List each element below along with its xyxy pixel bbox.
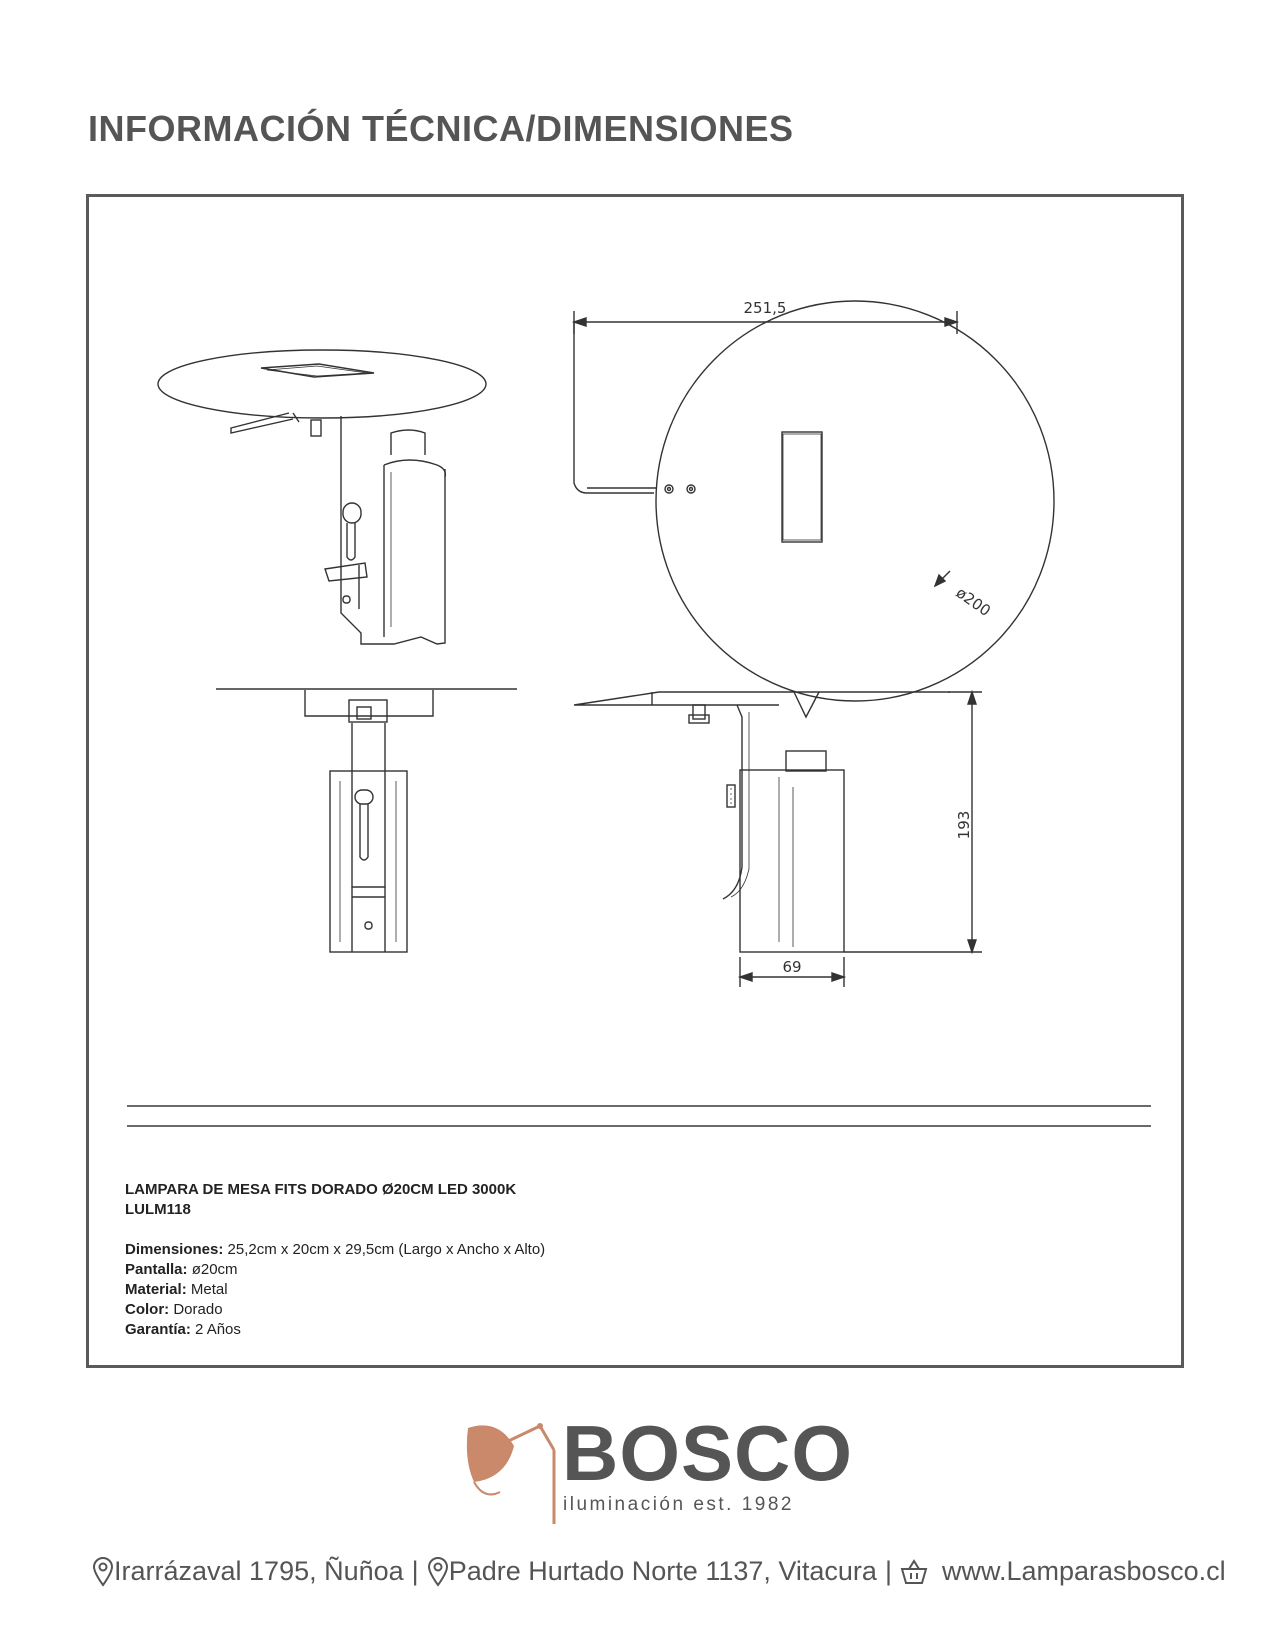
spec-row: Pantalla: ø20cm	[125, 1261, 238, 1278]
spec-row: Color: Dorado	[125, 1301, 223, 1318]
footer-contact	[92, 1556, 1226, 1587]
brand-logo	[462, 1409, 854, 1530]
brand-name: BOSCO	[562, 1409, 854, 1497]
product-name: LAMPARA DE MESA FITS DORADO Ø20CM LED 3000K	[125, 1181, 517, 1198]
side-view	[574, 692, 982, 987]
dim-diameter-label: ø200	[952, 583, 995, 620]
location-pin-icon	[92, 1557, 114, 1587]
dim-height-label: 193	[955, 810, 973, 840]
dim-depth-label: 69	[782, 958, 802, 976]
dim-width-label: 251,5	[743, 299, 787, 317]
footer-separator: |	[411, 1556, 419, 1586]
spec-row: Garantía: 2 Años	[125, 1321, 241, 1338]
spec-row: Dimensiones: 25,2cm x 20cm x 29,5cm (Largo x Ancho x Alto)	[125, 1241, 546, 1258]
isometric-view	[158, 350, 486, 644]
website-link[interactable]: www.Lamparasbosco.cl	[941, 1556, 1226, 1586]
top-view	[574, 299, 1054, 701]
footer-separator: |	[884, 1556, 892, 1586]
front-view	[216, 689, 517, 952]
desk-lamp-icon	[462, 1420, 572, 1530]
divider-line	[127, 1105, 1151, 1107]
spec-row: Material: Metal	[125, 1281, 228, 1298]
divider-line	[127, 1125, 1151, 1127]
address-nunoa: Irarrázaval 1795, Ñuñoa	[114, 1556, 404, 1586]
brand-tagline: iluminación est. 1982	[563, 1494, 794, 1515]
page-title: INFORMACIÓN TÉCNICA/DIMENSIONES	[88, 108, 794, 149]
product-sku: LULM118	[125, 1201, 191, 1218]
location-pin-icon	[427, 1557, 449, 1587]
technical-sheet-frame	[86, 194, 1184, 1368]
shopping-basket-icon	[900, 1559, 928, 1585]
address-vitacura: Padre Hurtado Norte 1137, Vitacura	[448, 1556, 877, 1586]
product-specs	[125, 1180, 545, 1340]
